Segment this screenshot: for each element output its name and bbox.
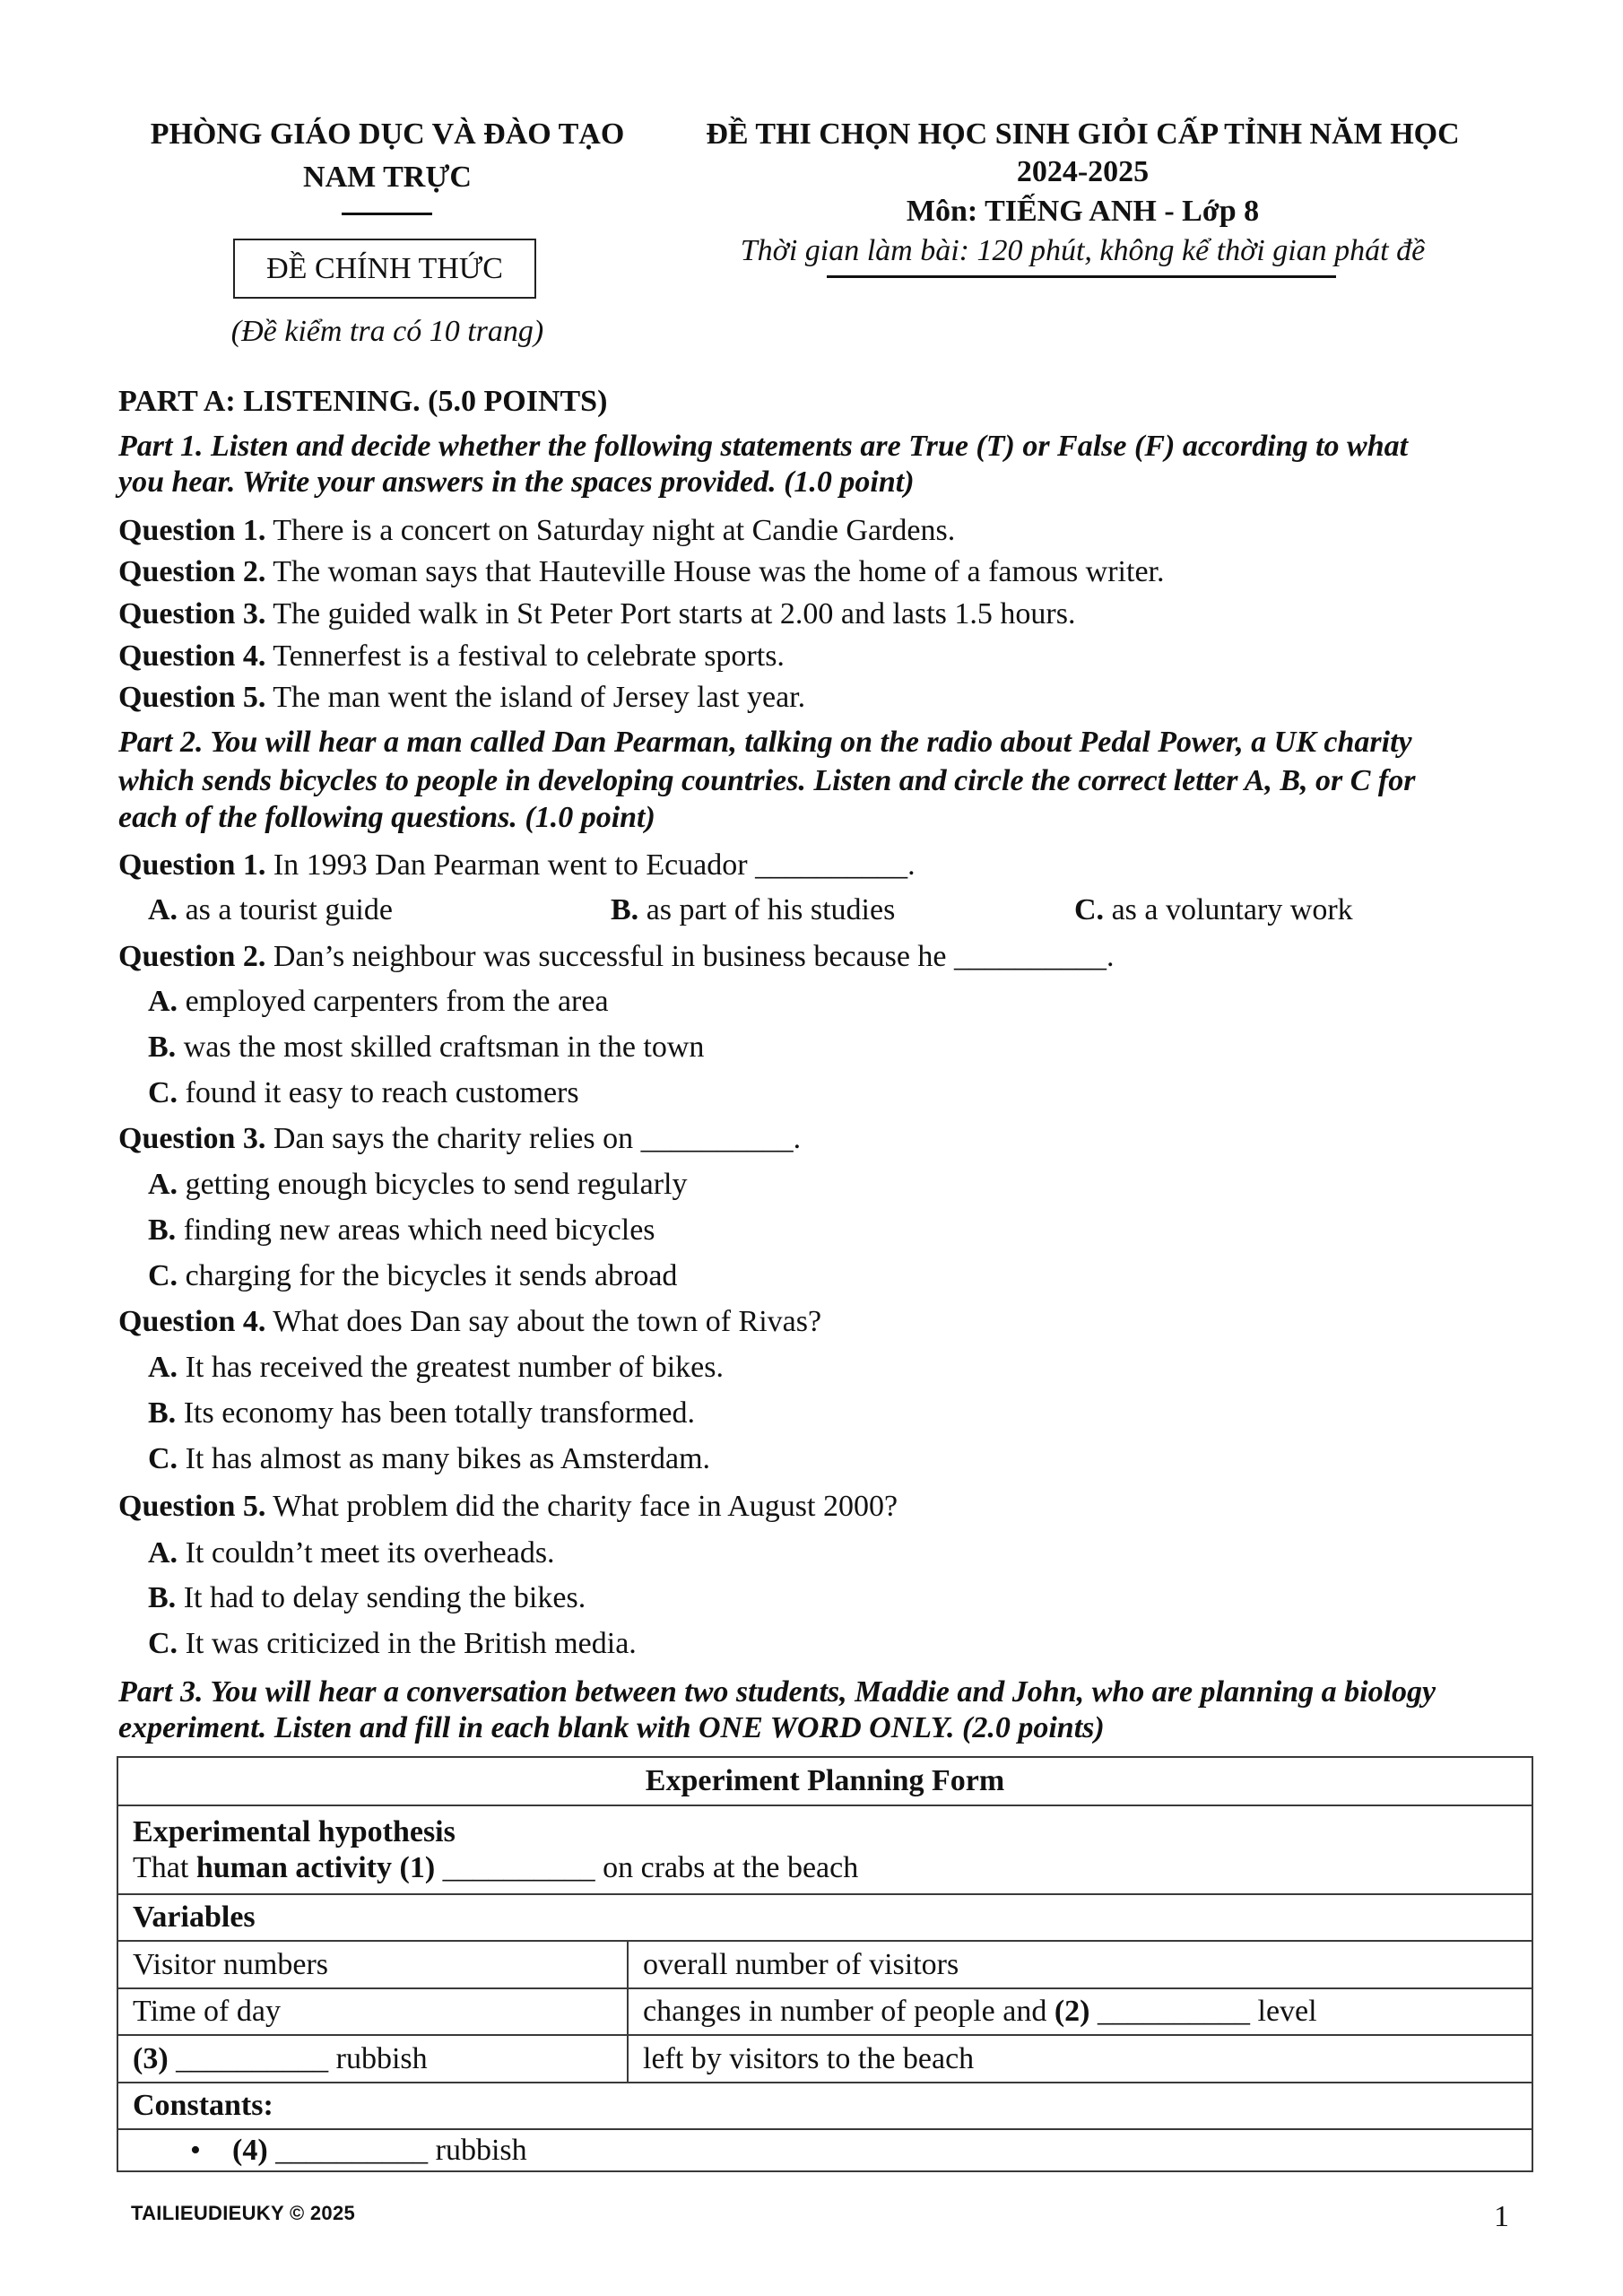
part1-question-4 — [118, 639, 785, 674]
option-b[interactable] — [148, 1030, 704, 1065]
part2-question-2 — [118, 939, 1115, 975]
option-c[interactable] — [148, 1441, 710, 1477]
option-c[interactable] — [148, 1626, 637, 1662]
question-text: What problem did the charity face in August 2000? — [265, 1490, 898, 1523]
question-text: Dan’s neighbour was successful in business because he __________. — [265, 940, 1115, 973]
part1-question-3 — [118, 596, 1075, 632]
option-letter: B. — [148, 1396, 177, 1430]
footer-brand: TAILIEUDIEUKY © 2025 — [131, 2202, 356, 2224]
option-letter: A. — [148, 1168, 178, 1201]
option-c[interactable] — [148, 1075, 579, 1111]
table-row — [118, 1942, 1532, 1989]
blank-4-label: (4) — [232, 2133, 268, 2167]
table-row — [118, 2036, 1532, 2083]
part2-instruction-line2: which sends bicycles to people in developing countries. Listen and circle the correct letter A, B, or C for — [118, 764, 1416, 797]
option-letter: C. — [148, 1442, 178, 1475]
page-number: 1 — [1494, 2200, 1509, 2233]
description-suffix: level — [1257, 1995, 1317, 2028]
option-text: as part of his studies — [638, 893, 896, 926]
constant-item — [118, 2130, 1532, 2170]
option-text: Its economy has been totally transformed. — [176, 1396, 695, 1430]
variable-description: left by visitors to the beach — [643, 2041, 975, 2075]
part3-instruction-line1: Part 3. You will hear a conversation between two students, Maddie and John, who are planning a biology — [118, 1675, 1436, 1709]
page-count-note: (Đề kiểm tra có 10 trang) — [230, 315, 544, 348]
hypothesis-prefix: That — [133, 1850, 196, 1884]
question-text: The guided walk in St Peter Port starts at 2.00 and lasts 1.5 hours. — [265, 597, 1076, 631]
question-label: Question 4. — [118, 1305, 266, 1338]
district-name: NAM TRỰC — [303, 161, 472, 194]
option-text: It couldn’t meet its overheads. — [178, 1536, 555, 1570]
variables-heading-row — [118, 1895, 1532, 1942]
part3-instruction-line2: experiment. Listen and fill in each blank with ONE WORD ONLY. (2.0 points) — [118, 1711, 1105, 1744]
department-name: PHÒNG GIÁO DỤC VÀ ĐÀO TẠO — [150, 117, 625, 151]
question-text: Dan says the charity relies on __________. — [265, 1122, 802, 1155]
part2-question-3 — [118, 1121, 801, 1157]
option-text: as a voluntary work — [1104, 893, 1353, 926]
blank-2[interactable]: __________ — [1089, 1995, 1258, 2028]
option-c[interactable] — [148, 1258, 677, 1294]
question-text: The woman says that Hauteville House was the home of a famous writer. — [265, 555, 1165, 588]
hypothesis-suffix: on crabs at the beach — [603, 1850, 859, 1884]
table-title-row — [118, 1758, 1532, 1806]
option-text: It has received the greatest number of bikes. — [178, 1351, 724, 1384]
variable-name: Time of day — [118, 1989, 629, 2034]
official-stamp-box — [233, 239, 536, 299]
question-label: Question 2. — [118, 940, 266, 973]
part2-instruction-line1: Part 2. You will hear a man called Dan Pearman, talking on the radio about Pedal Power, a UK charity — [118, 726, 1412, 759]
part1-question-1 — [118, 513, 955, 549]
question-text: What does Dan say about the town of Rivas? — [265, 1305, 822, 1338]
blank-1[interactable]: __________ — [435, 1850, 603, 1884]
constants-row — [118, 2130, 1532, 2170]
option-text: It was criticized in the British media. — [178, 1627, 637, 1660]
variable-suffix: rubbish — [335, 2041, 428, 2075]
option-letter: C. — [148, 1076, 178, 1109]
blank-1-label: human activity (1) — [195, 1850, 436, 1884]
question-text: In 1993 Dan Pearman went to Ecuador __________. — [265, 848, 916, 882]
option-letter: B. — [148, 1031, 177, 1064]
option-text: found it easy to reach customers — [178, 1076, 579, 1109]
option-a[interactable] — [148, 1350, 724, 1386]
question-label: Question 4. — [118, 639, 266, 673]
question-text: There is a concert on Saturday night at Candie Gardens. — [265, 514, 956, 547]
section-title: PART A: LISTENING. (5.0 POINTS) — [118, 385, 608, 418]
question-label: Question 3. — [118, 597, 266, 631]
question-label: Question 1. — [118, 848, 266, 882]
option-text: It had to delay sending the bikes. — [176, 1581, 586, 1614]
option-c[interactable] — [1074, 892, 1353, 928]
option-b[interactable] — [611, 892, 895, 928]
question-text: Tennerfest is a festival to celebrate sports. — [265, 639, 785, 673]
header-right-divider — [827, 275, 1336, 278]
part1-question-2 — [118, 554, 1164, 590]
subject-grade: Môn: TIẾNG ANH - Lớp 8 — [906, 195, 1260, 228]
option-letter: A. — [148, 1536, 178, 1570]
option-letter: C. — [148, 1627, 178, 1660]
question-label: Question 5. — [118, 1490, 266, 1523]
part1-question-5 — [118, 680, 805, 716]
option-b[interactable] — [148, 1213, 655, 1248]
part2-question-5 — [118, 1489, 898, 1525]
official-stamp-label: ĐỀ CHÍNH THỨC — [266, 252, 503, 285]
option-letter: B. — [148, 1581, 177, 1614]
experiment-planning-form — [117, 1756, 1533, 2172]
option-text: was the most skilled craftsman in the town — [176, 1031, 705, 1064]
description-prefix: changes in number of people and — [643, 1995, 1055, 2028]
school-year: 2024-2025 — [1016, 155, 1150, 188]
option-a[interactable] — [148, 1535, 555, 1571]
exam-title: ĐỀ THI CHỌN HỌC SINH GIỎI CẤP TỈNH NĂM HỌC — [706, 117, 1460, 151]
part2-question-1 — [118, 848, 916, 883]
constant-suffix: rubbish — [435, 2133, 527, 2167]
variable-name — [118, 2036, 629, 2082]
question-label: Question 1. — [118, 514, 266, 547]
option-text: as a tourist guide — [178, 893, 393, 926]
option-text: employed carpenters from the area — [178, 985, 609, 1018]
variables-heading: Variables — [133, 1900, 256, 1934]
part1-instruction-line1: Part 1. Listen and decide whether the following statements are True (T) or False (F) according to what — [118, 430, 1409, 463]
option-letter: A. — [148, 1351, 178, 1384]
blank-3[interactable]: __________ — [168, 2041, 336, 2075]
variable-name: Visitor numbers — [118, 1942, 629, 1987]
hypothesis-heading: Experimental hypothesis — [133, 1814, 456, 1848]
option-letter: B. — [148, 1213, 177, 1247]
hypothesis-text — [133, 1850, 1517, 1886]
option-letter: A. — [148, 985, 178, 1018]
option-letter: C. — [1074, 893, 1105, 926]
table-row — [118, 1989, 1532, 2036]
bullet-icon: • — [190, 2133, 201, 2167]
option-letter: A. — [148, 893, 178, 926]
question-text: The man went the island of Jersey last year. — [265, 681, 806, 714]
question-label: Question 3. — [118, 1122, 266, 1155]
option-a[interactable] — [148, 1167, 687, 1203]
option-text: getting enough bicycles to send regularly — [178, 1168, 688, 1201]
option-a[interactable] — [148, 892, 393, 928]
blank-4[interactable]: __________ — [267, 2133, 436, 2167]
table-title: Experiment Planning Form — [645, 1764, 1005, 1797]
header-left-divider — [342, 213, 432, 215]
blank-2-label: (2) — [1054, 1995, 1090, 2028]
part1-instruction-line2: you hear. Write your answers in the spaces provided. (1.0 point) — [118, 465, 915, 499]
variable-description — [629, 1989, 1532, 2034]
question-label: Question 5. — [118, 681, 266, 714]
part2-question-4 — [118, 1304, 821, 1340]
option-b[interactable] — [148, 1580, 586, 1616]
hypothesis-cell — [118, 1806, 1532, 1893]
option-letter: C. — [148, 1259, 178, 1292]
blank-3-label: (3) — [133, 2041, 169, 2075]
hypothesis-row — [118, 1806, 1532, 1895]
option-a[interactable] — [148, 984, 609, 1020]
question-label: Question 2. — [118, 555, 266, 588]
constants-heading-row — [118, 2083, 1532, 2130]
part2-instruction-line3: each of the following questions. (1.0 point) — [118, 801, 655, 834]
option-letter: B. — [611, 893, 639, 926]
option-text: charging for the bicycles it sends abroad — [178, 1259, 678, 1292]
option-text: It has almost as many bikes as Amsterdam. — [178, 1442, 711, 1475]
option-b[interactable] — [148, 1396, 695, 1431]
time-limit: Thời gian làm bài: 120 phút, không kể thời gian phát đề — [740, 234, 1426, 267]
constants-heading: Constants: — [133, 2089, 273, 2122]
option-text: finding new areas which need bicycles — [176, 1213, 655, 1247]
variable-description: overall number of visitors — [643, 1947, 959, 1981]
